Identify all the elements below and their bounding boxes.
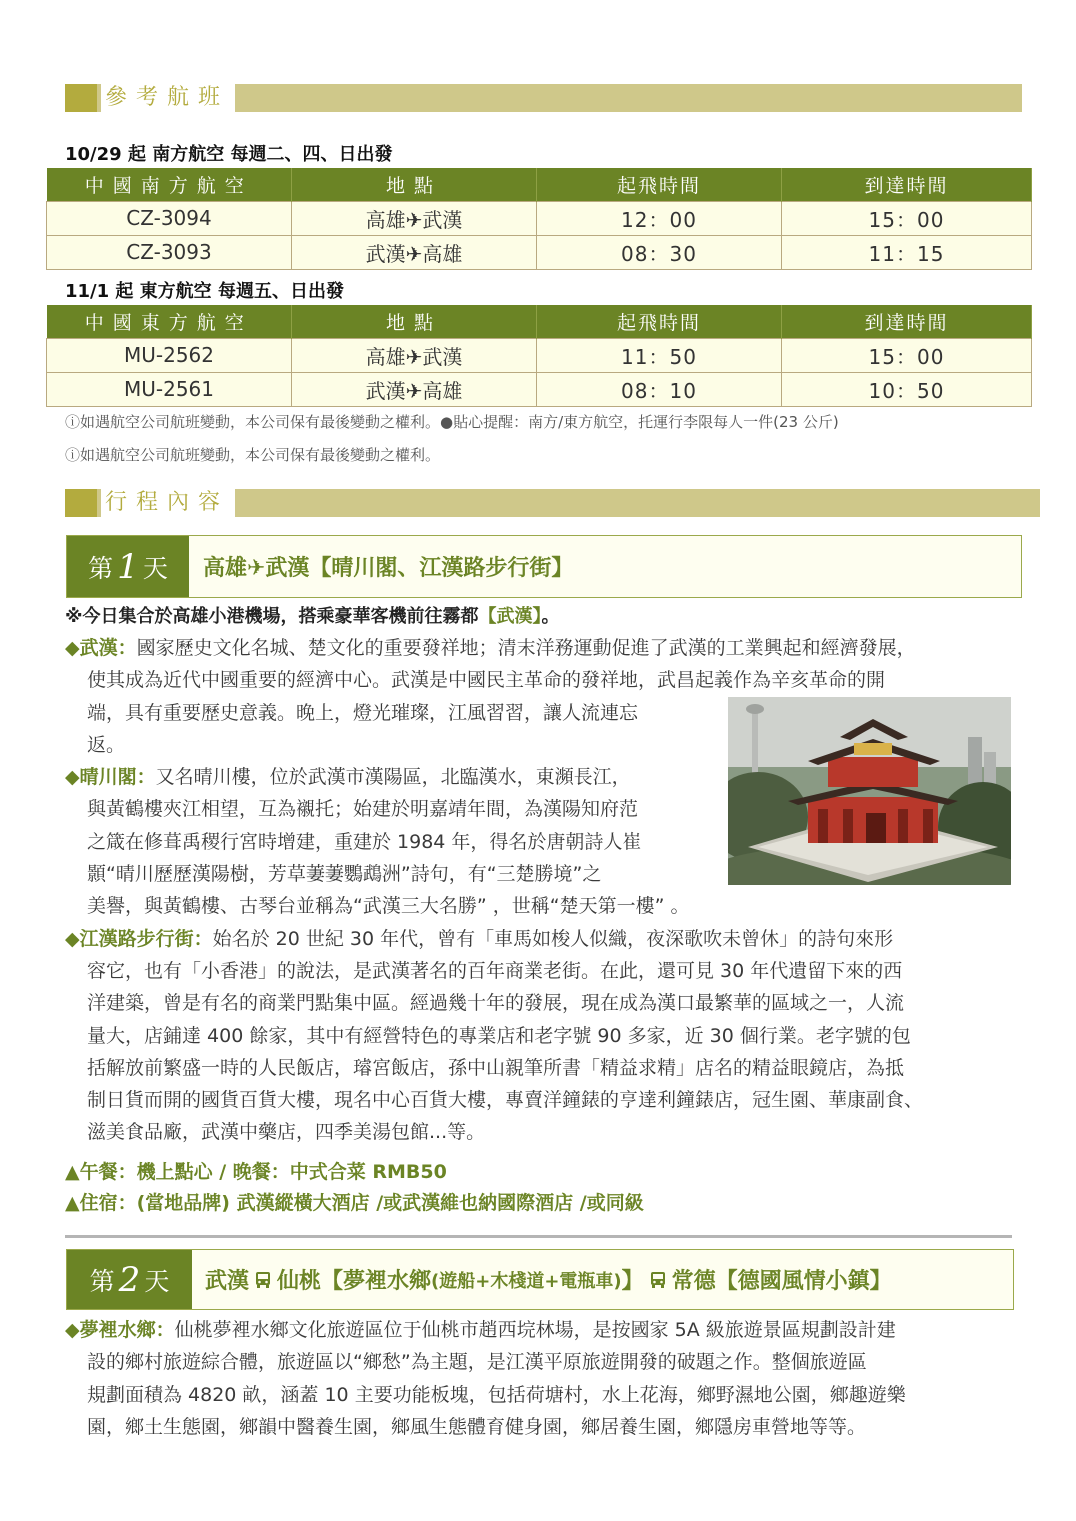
divider <box>65 1235 1012 1238</box>
paragraph-line: 顥“晴川歷歷漢陽樹，芳草萋萋鸚鵡洲”詩句，有“三楚勝境”之 <box>87 863 602 886</box>
column-header: 地點 <box>292 168 537 201</box>
departure-time: 11：50 <box>537 338 782 372</box>
flight-table-east <box>46 305 1032 407</box>
paragraph-line: 之箴在修葺禹稷行宮時增建，重建於 1984 年，得名於唐朝詩人崔 <box>87 830 642 853</box>
arrival-time: 15：00 <box>782 338 1032 372</box>
paragraph-line: 制日貨而開的國貨百貨大樓，現名中心百貨大樓，專賣洋鐘錶的亨達利鐘錶店，冠生園、華康副食、 <box>87 1089 924 1112</box>
paragraph-dream-water-town <box>65 1314 1015 1443</box>
route: 高雄✈武漢 <box>292 201 537 235</box>
flight-heading-south: 10/29 起 南方航空 每週二、四、日出發 <box>65 144 393 165</box>
route: 武漢✈高雄 <box>292 372 537 406</box>
day-title: 高雄✈武漢【晴川閣、江漢路步行街】 <box>203 556 574 581</box>
day-suffix: 天 <box>144 1266 170 1296</box>
flight-note: ⓘ如遇航空公司航班變動，本公司保有最後變動之權利。 <box>65 446 441 464</box>
table-row <box>47 235 1032 269</box>
qingchuan-pavilion-photo <box>728 697 1011 885</box>
day-1-header <box>66 535 1022 598</box>
paragraph-line: 使其成為近代中國重要的經濟中心。武漢是中國民主革命的發祥地，武昌起義作為辛亥革命的開 <box>87 669 886 692</box>
paragraph-line: 與黃鶴樓夾江相望，互為襯托；始建於明嘉靖年間，為漢陽知府范 <box>87 798 639 821</box>
table-row <box>47 201 1032 235</box>
paragraph-line: 園，鄉土生態園，鄉韻中醫養生園，鄉風生態體育健身園，鄉居養生園，鄉隱房車營地等等。 <box>87 1415 867 1438</box>
arrival-time: 15：00 <box>782 201 1032 235</box>
column-header: 中國東方航空 <box>47 305 292 338</box>
day-number: 2 <box>118 1259 141 1300</box>
paragraph-line: 容它，也有「小香港」的說法，是武漢著名的百年商業老街。在此，還可見 30 年代遺留下來的西 <box>87 959 903 982</box>
column-header: 中國南方航空 <box>47 168 292 201</box>
route: 武漢✈高雄 <box>292 235 537 269</box>
column-header: 起飛時間 <box>537 305 782 338</box>
route: 高雄✈武漢 <box>292 338 537 372</box>
arrival-time: 10：50 <box>782 372 1032 406</box>
flight-number: MU-2561 <box>47 372 292 406</box>
section-tab <box>65 84 97 112</box>
title-segment: 武漢 <box>205 1269 250 1294</box>
paragraph-line: 滋美食品廠，武漢中藥店，四季美湯包館...等。 <box>87 1121 486 1144</box>
flight-number: MU-2562 <box>47 338 292 372</box>
arrival-time: 11：15 <box>782 235 1032 269</box>
departure-time: 08：30 <box>537 235 782 269</box>
paragraph-line <box>65 1314 1015 1346</box>
day-number: 1 <box>117 546 139 587</box>
meal-info: ▲午餐：機上點心 / 晚餐：中式合菜 RMB50 <box>65 1161 447 1183</box>
flight-table-south <box>46 168 1032 270</box>
column-header: 到達時間 <box>782 305 1032 338</box>
section-bar-flights <box>65 84 1022 112</box>
paragraph-line: 洋建築，曾是有名的商業門點集中區。經過幾十年的發展，現在成為漢口最繁華的區域之一，人流 <box>87 992 905 1015</box>
day-suffix: 天 <box>142 553 168 583</box>
paragraph-line: 設的鄉村旅遊綜合體，旅遊區以“鄉愁”為主題，是江漢平原旅遊開發的破題之作。整個旅遊區 <box>87 1351 867 1374</box>
day-2-header <box>66 1249 1014 1310</box>
section-tab <box>65 489 97 517</box>
paragraph-line: 端，具有重要歷史意義。晚上，燈光璀璨，江風習習，讓人流連忘 <box>87 701 639 724</box>
flight-number: CZ-3093 <box>47 235 292 269</box>
flight-number: CZ-3094 <box>47 201 292 235</box>
paragraph-label: ◆武漢： <box>65 637 137 659</box>
paragraph-line: 美譽，與黃鶴樓、古琴台並稱為“武漢三大名勝” ，世稱“楚天第一樓” 。 <box>87 895 690 918</box>
paragraph-text: 仙桃夢裡水鄉文化旅遊區位于仙桃市趙西垸林場，是按國家 5A 級旅遊景區規劃設計建 <box>174 1319 896 1341</box>
intro-highlight: 【武漢】 <box>478 606 542 627</box>
day-prefix: 第 <box>88 553 114 583</box>
pavilion-illustration <box>728 697 1011 885</box>
day-badge <box>67 1250 192 1309</box>
paragraph-line: 括解放前繁盛一時的人民飯店，璿宮飯店，孫中山親筆所書「精益求精」店名的精益眼鏡店，為抵 <box>87 1056 905 1079</box>
paragraph-line <box>65 923 1015 955</box>
table-row <box>47 372 1032 406</box>
paragraph-line: 量大，店鋪達 400 餘家，其中有經營特色的專業店和老字號 90 多家，近 30 個行業。老字號的包 <box>87 1024 911 1047</box>
paragraph-label: ◆夢裡水鄉： <box>65 1319 175 1341</box>
column-header: 地點 <box>292 305 537 338</box>
paragraph-label: ◆晴川閣： <box>65 766 156 789</box>
paragraph-text: 國家歷史文化名城、楚文化的重要發祥地；清末洋務運動促進了武漢的工業興起和經濟發展， <box>136 637 916 659</box>
paragraph-line: 返。 <box>87 733 126 756</box>
bus-icon <box>648 1270 668 1290</box>
paragraph-label: ◆江漢路步行街： <box>65 927 213 950</box>
section-bar-itinerary <box>65 489 1040 517</box>
intro-end: 。 <box>541 606 560 627</box>
column-header: 起飛時間 <box>537 168 782 201</box>
flight-heading-east: 11/1 起 東方航空 每週五、日出發 <box>65 281 344 302</box>
flight-note: ⓘ如遇航空公司航班變動，本公司保有最後變動之權利。●貼心提醒：南方/東方航空，托運行李限每人一件(23 公斤) <box>65 413 839 431</box>
paragraph-line: 規劃面積為 4820 畝，涵蓋 10 主要功能板塊，包括荷塘村，水上花海，鄉野濕地公園，鄉趣遊樂 <box>87 1383 906 1406</box>
section-title: 行程內容 <box>101 489 235 517</box>
section-title: 參考航班 <box>101 84 235 112</box>
day-intro <box>65 602 560 628</box>
title-segment: 】 <box>621 1269 644 1294</box>
title-segment: 常德【德國風情小鎮】 <box>671 1269 892 1294</box>
title-segment: 仙桃【夢裡水鄉 <box>277 1269 432 1294</box>
departure-time: 12：00 <box>537 201 782 235</box>
column-header: 到達時間 <box>782 168 1032 201</box>
intro-text: ※今日集合於高雄小港機場，搭乘豪華客機前往霧都 <box>65 606 479 627</box>
paragraph-line <box>65 632 1015 664</box>
title-segment: (遊船+木棧道+電瓶車) <box>431 1270 622 1292</box>
table-header-row <box>47 305 1032 338</box>
table-row <box>47 338 1032 372</box>
bus-icon <box>253 1270 273 1290</box>
paragraph-text: 又名晴川樓，位於武漢市漢陽區，北臨漢水，東瀕長江， <box>155 766 631 789</box>
table-header-row <box>47 168 1032 201</box>
paragraph-text: 始名於 20 世紀 30 年代，曾有「車馬如梭人似織，夜深歌吹未曾休」的詩句來形 <box>212 927 894 950</box>
day-badge <box>67 536 189 597</box>
day-title <box>205 1250 892 1309</box>
hotel-info: ▲住宿：(當地品牌) 武漢縱橫大酒店 /或武漢維也納國際酒店 /或同級 <box>65 1192 644 1214</box>
day-prefix: 第 <box>89 1266 115 1296</box>
departure-time: 08：10 <box>537 372 782 406</box>
